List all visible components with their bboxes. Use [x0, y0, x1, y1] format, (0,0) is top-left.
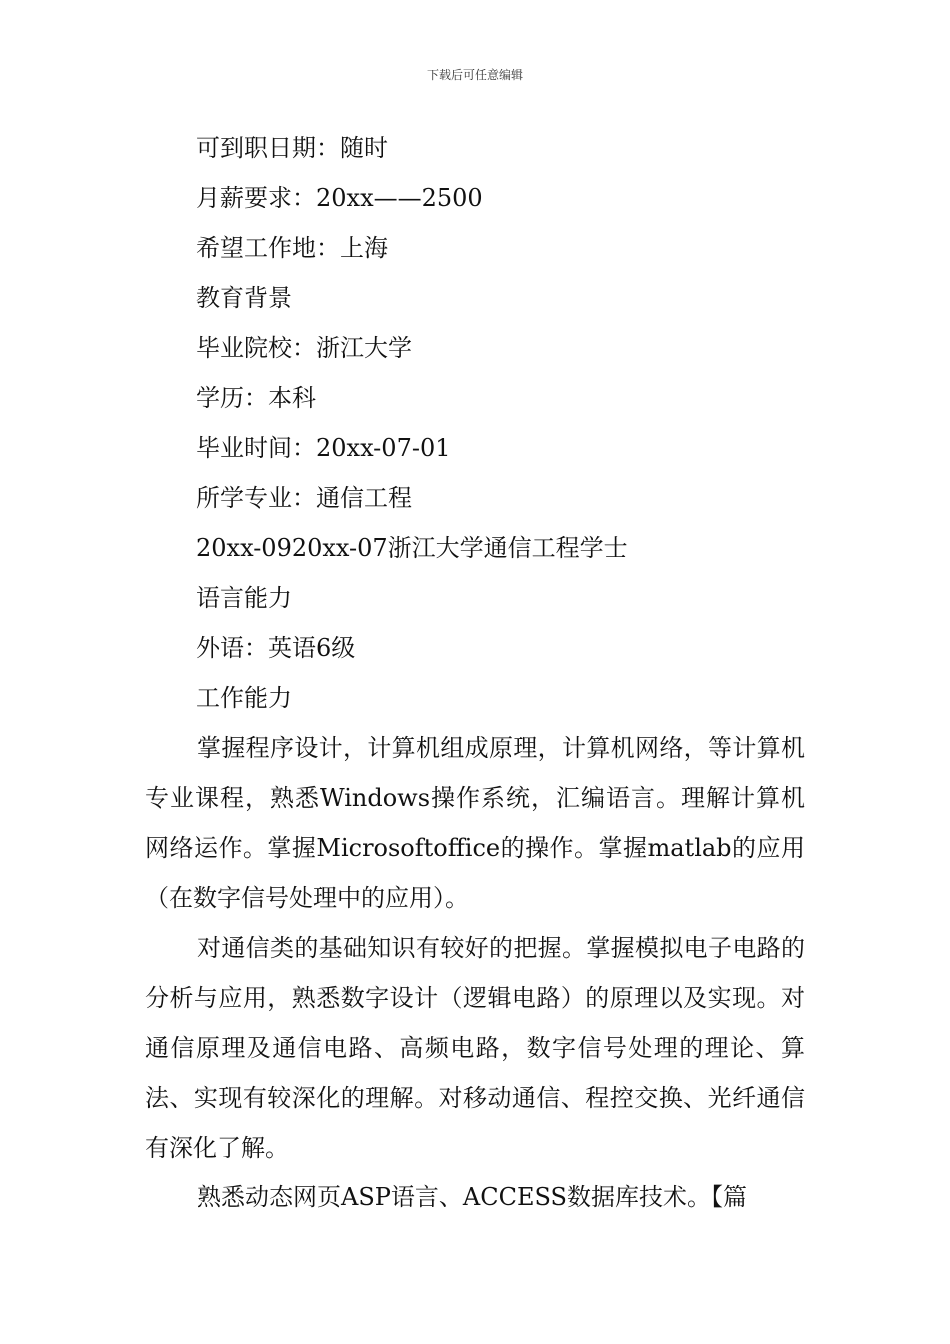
- skills-paragraph-1: 掌握程序设计，计算机组成原理，计算机网络，等计算机专业课程，熟悉Windows操作系统，汇编语言。理解计算机网络运作。掌握Microsoftoffice的操作。掌握matlab的应用（在数字信号处理中的应用）。: [145, 734, 805, 912]
- graduation-date-line: 毕业时间：20xx-07-01: [196, 434, 451, 462]
- salary-line: 月薪要求：20xx——2500: [196, 184, 483, 212]
- work-location-line: 希望工作地：上海: [196, 234, 388, 262]
- skills-paragraph-2: 对通信类的基础知识有较好的把握。掌握模拟电子电路的分析与应用，熟悉数字设计（逻辑电路）的原理以及实现。对通信原理及通信电路、高频电路，数字信号处理的理论、算法、实现有较深化的理解。对移动通信、程控交换、光纤通信有深化了解。: [145, 934, 805, 1162]
- education-period-line: 20xx-0920xx-07浙江大学通信工程学士: [196, 534, 628, 562]
- language-heading: 语言能力: [196, 584, 292, 612]
- available-date-line: 可到职日期：随时: [196, 134, 388, 162]
- work-ability-heading: 工作能力: [196, 684, 292, 712]
- major-line: 所学专业：通信工程: [196, 484, 412, 512]
- school-line: 毕业院校：浙江大学: [196, 334, 412, 362]
- foreign-language-line: 外语：英语6级: [196, 634, 356, 662]
- education-heading: 教育背景: [196, 284, 292, 312]
- degree-line: 学历：本科: [196, 384, 316, 412]
- skills-paragraph-3: 熟悉动态网页ASP语言、ACCESS数据库技术。【篇: [197, 1183, 747, 1211]
- page-header: 下载后可任意编辑: [426, 68, 523, 82]
